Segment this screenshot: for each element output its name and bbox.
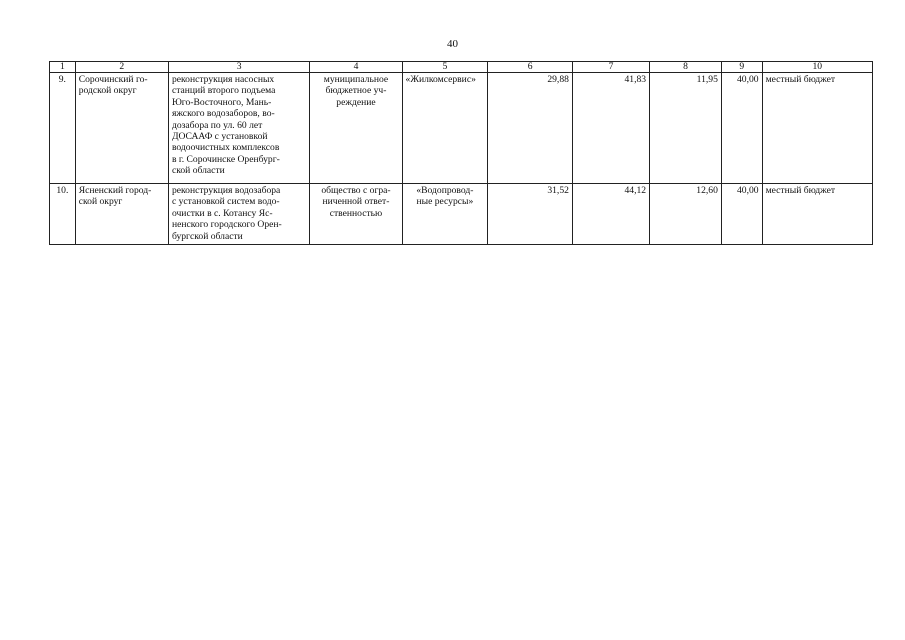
column-header-6: 6	[488, 62, 573, 73]
table-header-row	[50, 62, 873, 73]
column-header-1: 1	[50, 62, 76, 73]
column-header-5: 5	[402, 62, 488, 73]
page-number: 40	[447, 38, 458, 50]
district-cell: Ясненский город- ской округ	[75, 184, 168, 245]
column-header-10: 10	[762, 62, 872, 73]
row-number: 9.	[50, 73, 76, 184]
value-cell-8: 12,60	[650, 184, 722, 245]
value-cell-7: 44,12	[572, 184, 649, 245]
value-cell-6: 31,52	[488, 184, 573, 245]
data-table	[49, 61, 873, 245]
column-header-7: 7	[572, 62, 649, 73]
org-form-cell: общество с огра- ниченной ответ- ственностью	[310, 184, 402, 245]
project-cell: реконструкция насосных станций второго подъема Юго-Восточного, Мань- яжского водозаборов, во- дозабора по ул. 60 лет ДОСААФ с установкой водоочистных комплексов в г. Сорочинске Оренбург- ской области	[168, 73, 309, 184]
org-form-cell: муниципальное бюджетное уч- реждение	[310, 73, 402, 184]
column-header-4: 4	[310, 62, 402, 73]
value-cell-8: 11,95	[650, 73, 722, 184]
table-row	[50, 184, 873, 245]
row-number: 10.	[50, 184, 76, 245]
column-header-8: 8	[650, 62, 722, 73]
value-cell-6: 29,88	[488, 73, 573, 184]
column-header-9: 9	[721, 62, 762, 73]
column-header-3: 3	[168, 62, 309, 73]
district-cell: Сорочинский го- родской округ	[75, 73, 168, 184]
org-name-cell: «Водопровод- ные ресурсы»	[402, 184, 488, 245]
org-name-cell: «Жилкомсервис»	[402, 73, 488, 184]
column-header-2: 2	[75, 62, 168, 73]
value-cell-7: 41,83	[572, 73, 649, 184]
table-row	[50, 73, 873, 184]
funding-source-cell: местный бюджет	[762, 73, 872, 184]
value-cell-9: 40,00	[721, 184, 762, 245]
funding-source-cell: местный бюджет	[762, 184, 872, 245]
value-cell-9: 40,00	[721, 73, 762, 184]
project-cell: реконструкция водозабора с установкой систем водо- очистки в с. Котансу Яс- ненского городского Орен- бургской области	[168, 184, 309, 245]
